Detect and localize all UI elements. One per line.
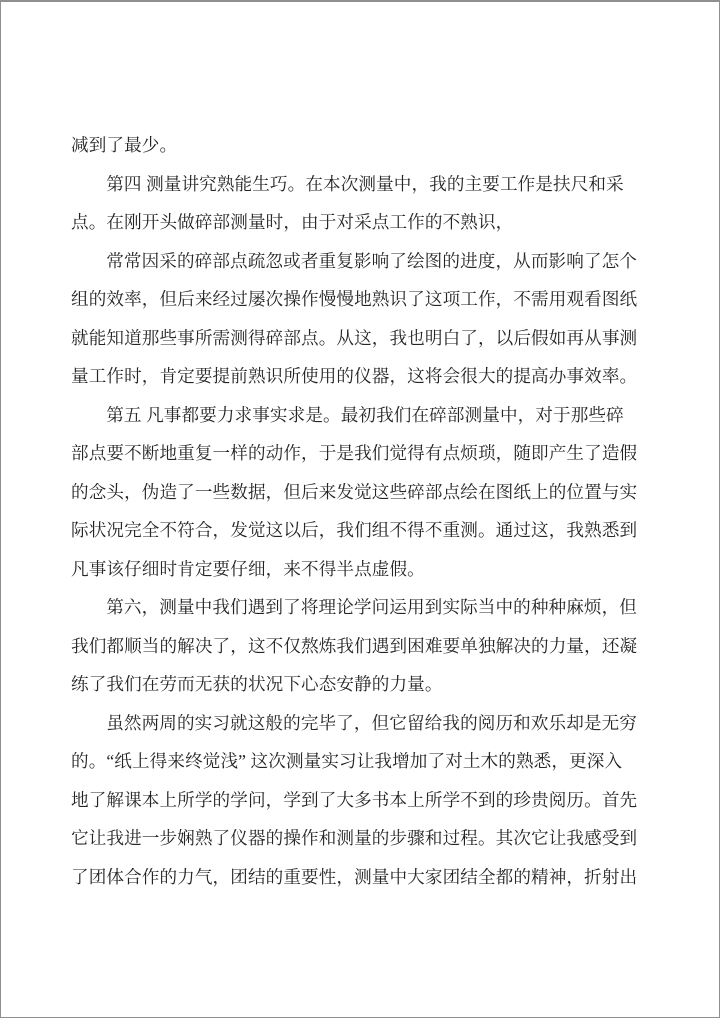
text-line: 组的效率，但后来经过屡次操作慢慢地熟识了这项工作，不需用观看图纸 xyxy=(71,289,638,309)
document-text xyxy=(71,126,649,896)
text-line: 常常因采的碎部点疏忽或者重复影响了绘图的进度，从而影响了怎个 xyxy=(106,250,638,271)
text-line: 第五 凡事都要力求事实求是。最初我们在碎部测量中，对于那些碎 xyxy=(106,404,624,425)
text-line: 我们都顺当的解决了，这不仅熬炼我们遇到困难要单独解决的力量，还凝 xyxy=(71,635,638,656)
text-line: 减到了最少。 xyxy=(71,135,178,155)
text-line: 了团体合作的力气，团结的重要性，测量中大家团结全都的精神，折射出 xyxy=(71,866,638,887)
text-line: 凡事该仔细时肯定要仔细，来不得半点虚假。 xyxy=(71,558,425,579)
text-line: 的念头，伪造了一些数据，但后来发觉这些碎部点绘在图纸上的位置与实 xyxy=(71,481,638,502)
text-line: 就能知道那些事所需测得碎部点。从这，我也明白了，以后假如再从事测 xyxy=(71,327,638,348)
text-line: 的。“纸上得来终觉浅” 这次测量实习让我增加了对土木的熟悉，更深入 xyxy=(71,751,623,771)
text-line: 它让我进一步娴熟了仪器的操作和测量的步骤和过程。其次它让我感受到 xyxy=(71,828,638,848)
text-line: 第六，测量中我们遇到了将理论学问运用到实际当中的种种麻烦，但 xyxy=(106,597,638,617)
text-line: 地了解课本上所学的学问，学到了大多书本上所学不到的珍贵阅历。首先 xyxy=(71,789,638,810)
text-line: 第四 测量讲究熟能生巧。在本次测量中，我的主要工作是扶尺和采 xyxy=(106,173,624,194)
text-line: 量工作时，肯定要提前熟识所使用的仪器，这将会很大的提高办事效率。 xyxy=(71,366,638,386)
text-line: 练了我们在劳而无获的状况下心态安静的力量。 xyxy=(71,674,443,694)
text-line: 部点要不断地重复一样的动作，于是我们觉得有点烦琐，随即产生了造假 xyxy=(71,443,638,463)
text-line: 虽然两周的实习就这般的完毕了，但它留给我的阅历和欢乐却是无穷 xyxy=(106,712,638,733)
text-line: 际状况完全不符合，发觉这以后，我们组不得不重测。通过这，我熟悉到 xyxy=(71,520,638,540)
text-line: 点。在刚开头做碎部测量时，由于对采点工作的不熟识， xyxy=(71,212,514,232)
